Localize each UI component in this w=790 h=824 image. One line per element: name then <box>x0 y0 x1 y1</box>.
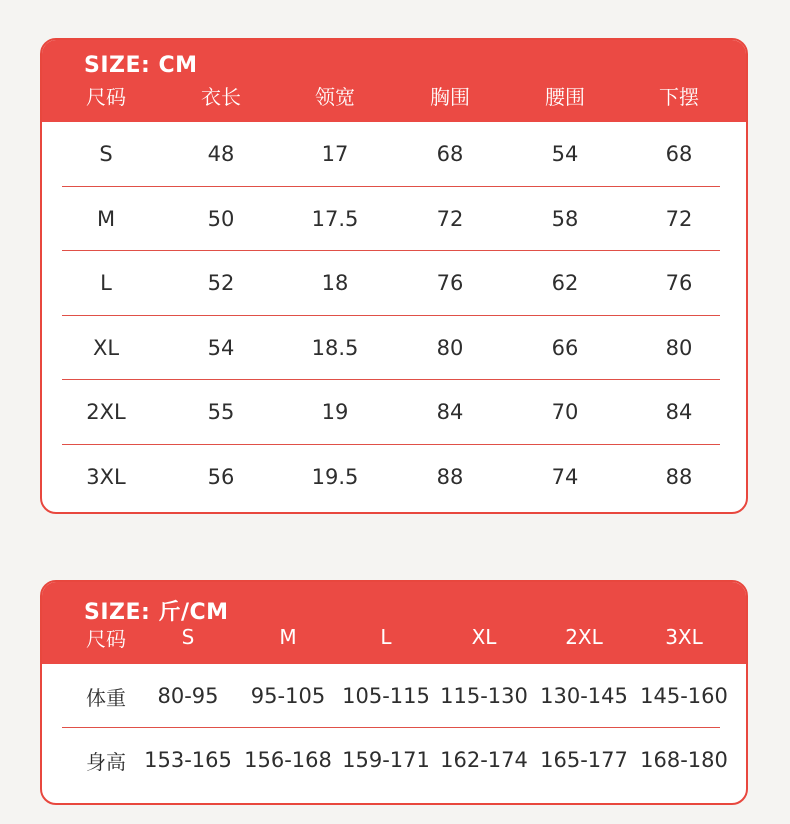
value-cell: 145-160 <box>640 684 728 708</box>
table-body <box>42 664 746 792</box>
column-header: L <box>380 625 392 649</box>
column-header: XL <box>471 625 497 649</box>
value-cell: 80-95 <box>157 684 219 708</box>
table-row <box>42 316 746 381</box>
table-row <box>42 380 746 445</box>
measurement-cell: 76 <box>436 271 464 296</box>
measurement-cell: 88 <box>436 464 464 489</box>
measurement-cell: 54 <box>207 335 235 360</box>
row-label: 身高 <box>86 749 126 774</box>
measurement-cell: 68 <box>436 142 464 167</box>
measurement-cell: 74 <box>551 464 579 489</box>
value-cell: 156-168 <box>244 748 332 772</box>
size-cell: M <box>96 206 116 231</box>
measurement-cell: 62 <box>551 271 579 296</box>
column-header: 2XL <box>565 625 603 649</box>
value-cell: 165-177 <box>540 748 628 772</box>
column-header: 腰围 <box>545 84 585 109</box>
measurement-cell: 50 <box>207 206 235 231</box>
size-cell: 2XL <box>86 400 126 425</box>
measurement-cell: 66 <box>551 335 579 360</box>
measurement-cell: 76 <box>665 271 693 296</box>
table-row <box>42 187 746 252</box>
measurement-cell: 72 <box>436 206 464 231</box>
measurement-cell: 68 <box>665 142 693 167</box>
size-chart-weight-height <box>40 580 748 805</box>
column-header: 尺码 <box>86 84 126 109</box>
measurement-cell: 84 <box>665 400 693 425</box>
size-chart-measurements <box>40 38 748 514</box>
table-row <box>42 664 746 728</box>
measurement-cell: 52 <box>207 271 235 296</box>
value-cell: 159-171 <box>342 748 430 772</box>
size-unit-title: SIZE: 斤/CM <box>84 600 229 625</box>
value-cell: 105-115 <box>342 684 430 708</box>
value-cell: 162-174 <box>440 748 528 772</box>
size-unit-title: SIZE: CM <box>84 53 198 78</box>
column-header: 领宽 <box>315 84 355 109</box>
measurement-cell: 18 <box>321 271 349 296</box>
measurement-cell: 80 <box>436 335 464 360</box>
measurement-cell: 48 <box>207 142 235 167</box>
measurement-cell: 17 <box>321 142 349 167</box>
column-header: 尺码 <box>86 626 126 651</box>
measurement-cell: 84 <box>436 400 464 425</box>
column-header: 衣长 <box>201 84 241 109</box>
value-cell: 168-180 <box>640 748 728 772</box>
column-header: 下摆 <box>659 84 699 109</box>
measurement-cell: 54 <box>551 142 579 167</box>
table-row <box>42 728 746 792</box>
table-body <box>42 122 746 509</box>
value-cell: 115-130 <box>440 684 528 708</box>
measurement-cell: 70 <box>551 400 579 425</box>
table-row <box>42 251 746 316</box>
measurement-cell: 80 <box>665 335 693 360</box>
size-cell: S <box>99 142 113 167</box>
table-row <box>42 122 746 187</box>
value-cell: 95-105 <box>250 684 326 708</box>
measurement-cell: 55 <box>207 400 235 425</box>
size-cell: 3XL <box>86 464 126 489</box>
measurement-cell: 72 <box>665 206 693 231</box>
measurement-cell: 18.5 <box>311 335 359 360</box>
size-cell: L <box>100 271 112 296</box>
column-headers <box>42 622 746 652</box>
table-row <box>42 445 746 510</box>
value-cell: 153-165 <box>144 748 232 772</box>
column-header: M <box>279 625 297 649</box>
measurement-cell: 58 <box>551 206 579 231</box>
column-header: 3XL <box>665 625 703 649</box>
measurement-cell: 19.5 <box>311 464 359 489</box>
measurement-cell: 88 <box>665 464 693 489</box>
column-header: S <box>181 625 195 649</box>
table-header <box>42 582 746 664</box>
column-headers <box>42 80 746 110</box>
row-label: 体重 <box>86 685 126 710</box>
measurement-cell: 17.5 <box>311 206 359 231</box>
column-header: 胸围 <box>430 84 470 109</box>
measurement-cell: 56 <box>207 464 235 489</box>
table-header <box>42 40 746 122</box>
value-cell: 130-145 <box>540 684 628 708</box>
measurement-cell: 19 <box>321 400 349 425</box>
size-cell: XL <box>92 335 120 360</box>
